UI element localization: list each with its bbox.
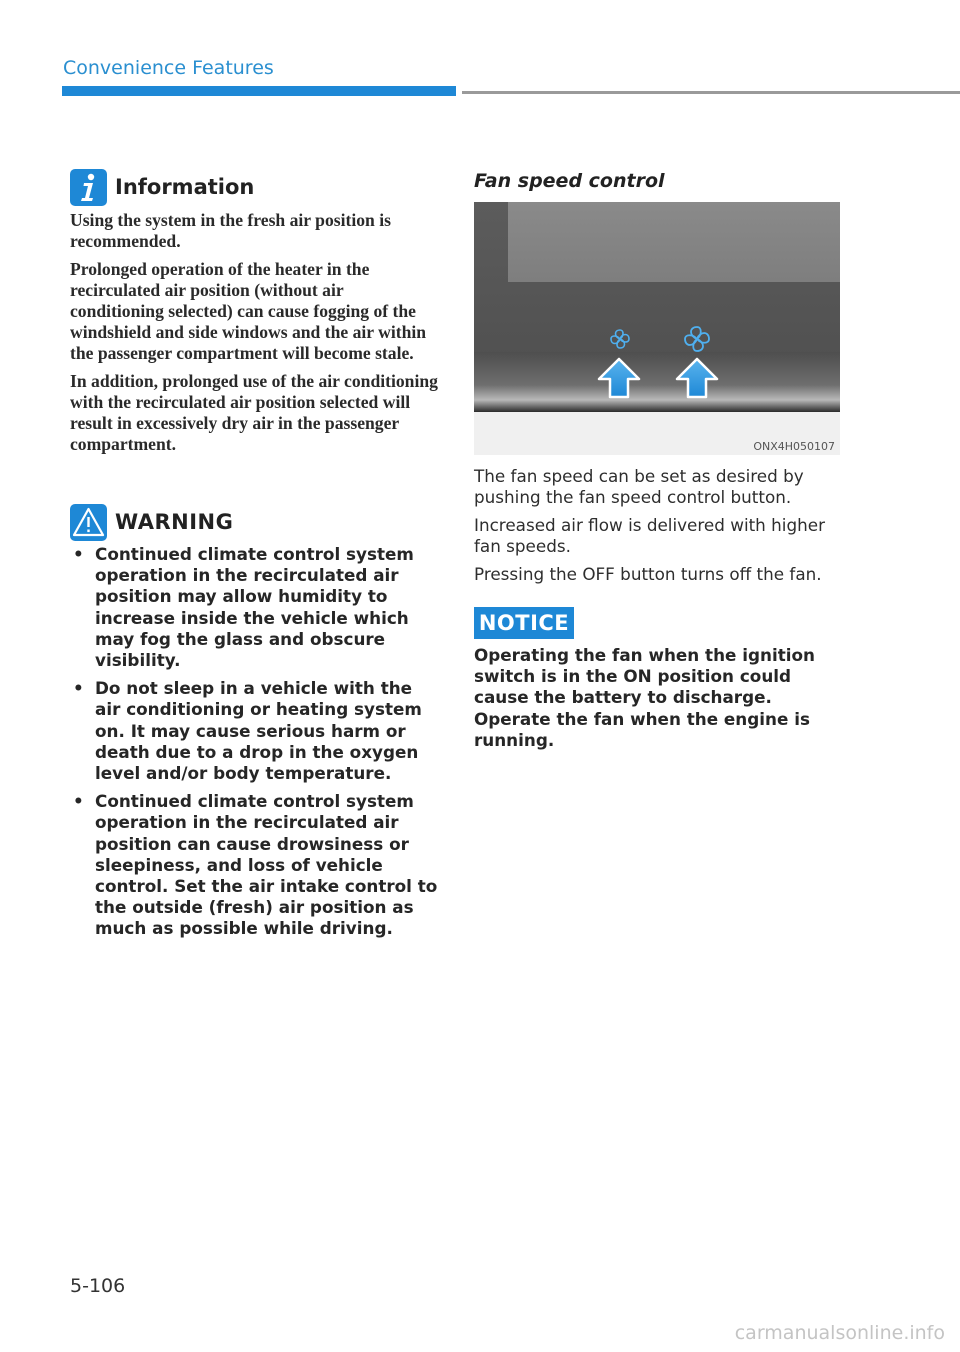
warning-heading [70, 503, 233, 541]
information-heading [70, 168, 254, 206]
information-body [70, 210, 438, 462]
warning-item-text: Do not sleep in a vehicle with the air conditioning or heating system on. It may cause serious harm or death due to a drop in the oxygen level and/or body temperature. [95, 678, 422, 784]
warning-title: WARNING [115, 510, 234, 534]
information-paragraph: Prolonged operation of the heater in the recirculated air position (without air conditioning selected) can cause fogging of the windshield and side windows and the air within the passenger compartment will become stale. [70, 259, 427, 363]
notice-text: Operating the fan when the ignition switch is in the ON position could cause the battery to discharge. Operate the fan when the engine is running. [474, 645, 815, 750]
watermark: carmanualsonline.info [734, 1322, 945, 1344]
warning-triangle-icon [70, 504, 107, 541]
list-item [70, 678, 440, 784]
list-item [70, 791, 440, 939]
page-number: 5-106 [70, 1275, 126, 1297]
warning-item-text: Continued climate control system operation in the recirculated air position may allow humidity to increase inside the vehicle which may fog the glass and obscure visibility. [95, 544, 414, 671]
bullet: • [73, 791, 84, 812]
bullet: • [73, 544, 84, 564]
warning-item-text: Continued climate control system operation in the recirculated air position can cause drowsiness or sleepiness, and loss of vehicle control. Set the air intake control to the outside (fresh) air position as much as possible while driving. [95, 791, 438, 939]
section-title: Convenience Features [63, 57, 274, 79]
fan-control-illustration [474, 202, 840, 455]
header-accent-bar [62, 86, 456, 96]
information-title: Information [115, 175, 255, 199]
information-paragraph: Using the system in the fresh air position is recommended. [70, 210, 391, 251]
bullet: • [73, 678, 84, 699]
fan-speed-paragraph: The fan speed can be set as desired by pushing the fan speed control button. [474, 466, 804, 507]
information-paragraph: In addition, prolonged use of the air conditioning with the recirculated air position selected will result in excessively dry air in the passenger compartment. [70, 371, 438, 454]
fan-speed-body [474, 466, 846, 592]
image-code: ONX4H050107 [753, 440, 835, 453]
notice-label: NOTICE [474, 607, 574, 639]
fan-speed-paragraph: Pressing the OFF button turns off the fan. [474, 564, 822, 584]
header-rule [462, 91, 960, 94]
list-item [70, 544, 440, 671]
fan-speed-paragraph: Increased air flow is delivered with higher fan speeds. [474, 515, 825, 556]
fan-control-photo [474, 202, 840, 455]
fan-speed-title: Fan speed control [474, 170, 665, 192]
info-icon [70, 169, 107, 206]
warning-list [70, 544, 440, 947]
